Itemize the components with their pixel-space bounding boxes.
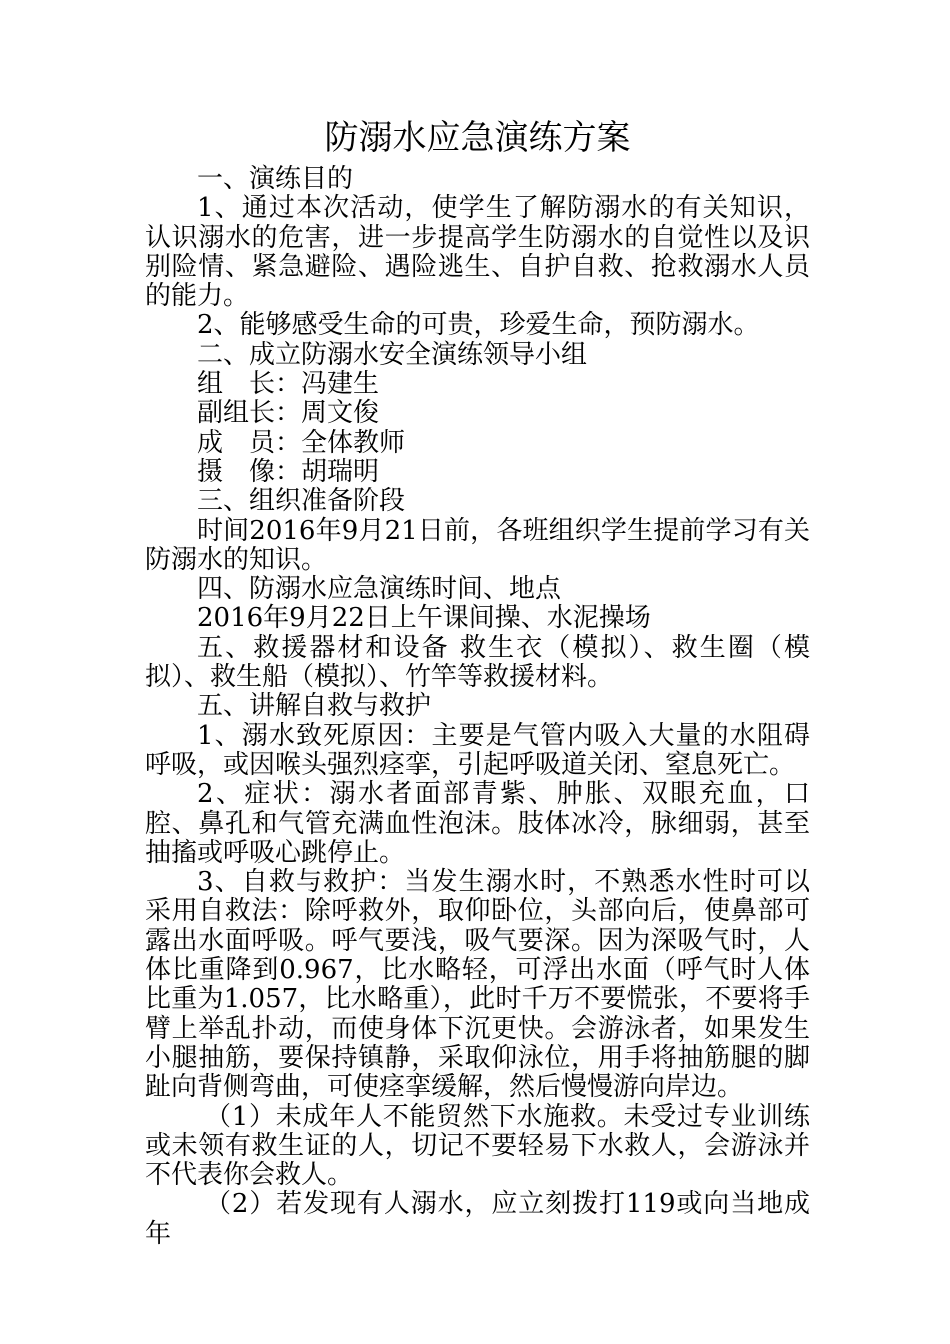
- section-heading-leadership: 二、成立防溺水安全演练领导小组: [197, 339, 588, 370]
- section-heading-equipment: 五、救援器材和设备 救生衣（模拟）、救生圈（模拟）、救生船（模拟）、竹竿等救援材料。: [145, 632, 810, 693]
- paragraph: 2016年9月22日上午课间操、水泥操场: [197, 603, 651, 634]
- paragraph: 3、自救与救护：当发生溺水时，不熟悉水性时可以采用自救法：除呼救外，取仰卧位，头部向后，使鼻部可露出水面呼吸。呼气要浅，吸气要深。因为深吸气时，人体比重降到0.967，比水略轻，可浮出水面（呼气时人体比重为1.057，比水略重），此时千万不要慌张，不要将手臂上举乱扑动，而使身体下沉更快。会游泳者，如果发生小腿抽筋，要保持镇静，采取仰泳位，用手将抽筋腿的脚趾向背侧弯曲，可使痉挛缓解，然后慢慢游向岸边。: [145, 867, 810, 1103]
- section-heading-time-place: 四、防溺水应急演练时间、地点: [197, 574, 562, 605]
- document-page: [145, 115, 810, 1249]
- paragraph: 时间2016年9月21日前，各班组织学生提前学习有关防溺水的知识。: [145, 515, 810, 575]
- paragraph: （1）未成年人不能贸然下水施救。未受过专业训练或未领有救生证的人，切记不要轻易下水救人，会游泳并不代表你会救人。: [145, 1101, 810, 1191]
- paragraph: 1、溺水致死原因：主要是气管内吸入大量的水阻碍呼吸，或因喉头强烈痉挛，引起呼吸道关闭、窒息死亡。: [145, 720, 810, 780]
- members-line: 成 员：全体教师: [197, 427, 406, 458]
- paragraph: 1、通过本次活动，使学生了解防溺水的有关知识，认识溺水的危害，进一步提高学生防溺水的自觉性以及识别险情、紧急避险、遇险逃生、自护自救、抢救溺水人员的能力。: [145, 193, 810, 312]
- paragraph: 2、症状：溺水者面部青紫、肿胀、双眼充血，口腔、鼻孔和气管充满血性泡沫。肢体冰冷，脉细弱，甚至抽搐或呼吸心跳停止。: [145, 779, 810, 868]
- camera-line: 摄 像：胡瑞明: [197, 456, 380, 487]
- leader-line: 组 长：冯建生: [197, 369, 380, 400]
- paragraph: 2、能够感受生命的可贵，珍爱生命，预防溺水。: [197, 310, 760, 341]
- paragraph: （2）若发现有人溺水，应立刻拨打119或向当地成年: [145, 1189, 810, 1249]
- deputy-leader-line: 副组长：周文俊: [197, 398, 380, 429]
- section-heading-preparation: 三、组织准备阶段: [197, 486, 406, 517]
- section-heading-purpose: 一、演练目的: [197, 164, 354, 194]
- section-heading-self-rescue: 五、讲解自救与救护: [197, 691, 432, 722]
- document-title: 防溺水应急演练方案: [324, 118, 631, 158]
